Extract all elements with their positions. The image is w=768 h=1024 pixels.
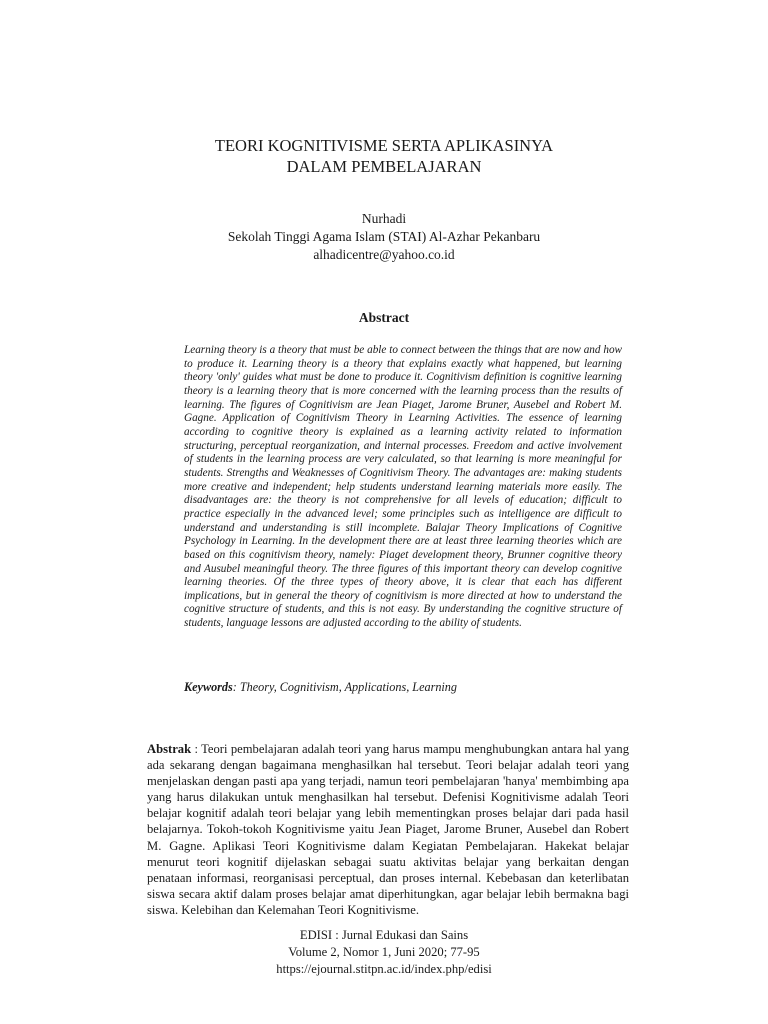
keywords-label: Keywords: [184, 680, 233, 694]
paper-title-line-1: TEORI KOGNITIVISME SERTA APLIKASINYA: [214, 136, 554, 155]
journal-footer: [0, 927, 768, 978]
journal-url[interactable]: https://ejournal.stitpn.ac.id/index.php/edisi: [276, 962, 492, 976]
abstrak-text: : Teori pembelajaran adalah teori yang harus mampu menghubungkan antara hal yang ada sekarang dengan bagaimana menghasilkan hal tersebut. Teori belajar adalah teori yang menjelaskan dengan pasti apa yang terjadi, namun teori pembelajaran 'hanya' membimbing apa yang harus dilakukan untuk menghasilkan hal tersebut. Defenisi Kognitivisme adalah Teori belajar kognitif adalah teori belajar yang lebih mementingkan proses belajar dari pada hasil belajarnya. Tokoh-tokoh Kognitivisme yaitu Jean Piaget, Jarome Bruner, Ausebel dan Robert M. Gagne. Aplikasi Teori Kognitivisme dalam Kegiatan Pembelajaran. Hakekat belajar menurut teori kognitif dijelaskan sebagai suatu aktivitas belajar yang berkaitan dengan penataan informasi, reorganisasi perceptual, dan proses internal. Kebebasan dan keterlibatan siswa secara aktif dalam proses belajar amat diperhitungkan, agar belajar lebih bermakna bagi siswa. Kelebihan dan Kelemahan Teori Kognitivisme.: [147, 742, 629, 917]
author-block: [0, 210, 768, 264]
abstract-heading: Abstract: [358, 310, 410, 325]
keywords-list: : Theory, Cognitivism, Applications, Learning: [232, 680, 457, 694]
journal-name: EDISI : Jurnal Edukasi dan Sains: [299, 928, 469, 942]
abstrak-indonesian: [147, 741, 629, 917]
journal-volume: Volume 2, Nomor 1, Juni 2020; 77-95: [288, 945, 480, 959]
keywords-line: [184, 680, 622, 695]
author-affiliation: Sekolah Tinggi Agama Islam (STAI) Al-Azhar Pekanbaru: [227, 229, 541, 244]
abstrak-label: Abstrak: [147, 742, 192, 756]
paper-title: [0, 135, 768, 177]
author-email: alhadicentre@yahoo.co.id: [313, 247, 455, 262]
paper-title-line-2: DALAM PEMBELAJARAN: [286, 157, 482, 176]
author-name: Nurhadi: [361, 211, 407, 226]
abstract-english-text: Learning theory is a theory that must be able to connect between the things that are now and how to produce it. Learning theory is a theory that explains exactly what happened, but learning theory 'only' guides what must be done to produce it. Cognitivism definition is cognitive learning theory is a learning theory that is more concerned with the learning process than the results of learning. The figures of Cognitivism are Jean Piaget, Jarome Bruner, Ausebel and Robert M. Gagne. Application of Cognitivism Theory in Learning Activities. The essence of learning according to cognitive theory is explained as a learning activity related to information structuring, perceptual reorganization, and internal processes. Freedom and active involvement of students in the learning process are very calculated, so that learning is more meaningful for students. Strengths and Weaknesses of Cognitivism Theory. The advantages are: making students more creative and independent; help students understand learning materials more easily. The disadvantages are: the theory is not comprehensive for all levels of education; difficult to practice especially in the advanced level; some principles such as intelligence are difficult to understand and understanding is still incomplete. Balajar Theory Implications of Cognitive Psychology in Learning. In the development there are at least three learning theories which are based on this cognitivism theory, namely: Piaget development theory, Brunner cognitive theory and Ausubel meaningful theory. The three figures of this important theory can develop cognitive learning theories. Of the three types of theory above, it is clear that each has different implications, but in general the theory of cognitivism is more directed at how to understand the cognitive structure of students, and this is not easy. By understanding the cognitive structure of students, language lessons are adjusted according to the ability of students.: [184, 344, 622, 630]
